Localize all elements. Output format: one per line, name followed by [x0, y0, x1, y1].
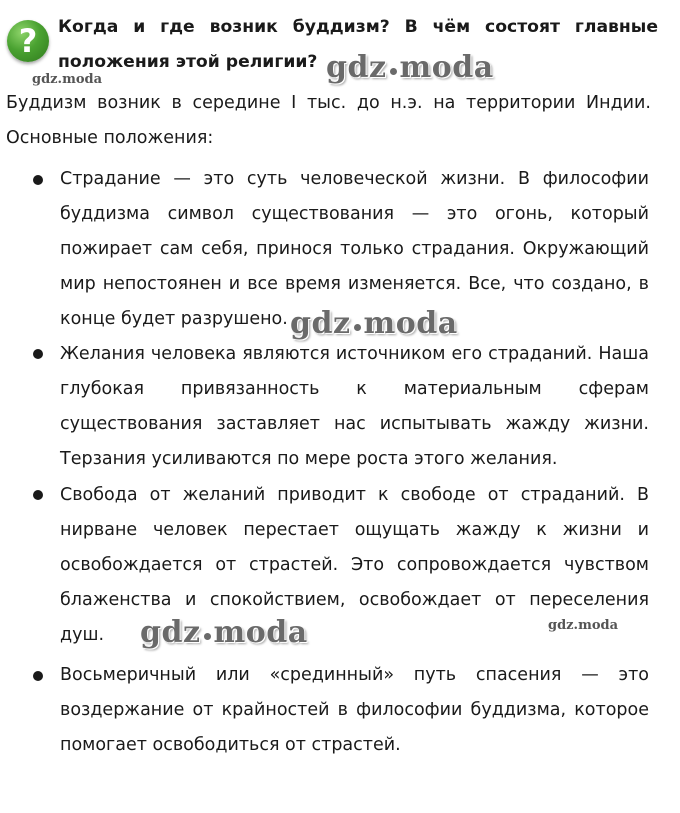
list-item: Свобода от желаний приводит к свободе от страданий. В нирване человек перестает ощущать жажду к жизни и освобождается от страстей. Это сопровождается чувством блаженства и спокойствием, освобождает от переселения душ. — [60, 485, 649, 645]
bullet-icon — [33, 671, 43, 681]
watermark-large: gdz moda — [290, 306, 458, 341]
question-mark-icon: ? — [7, 20, 49, 62]
watermark-large: gdz moda — [326, 50, 494, 85]
bullet-icon — [33, 490, 43, 500]
intro-line-2: Основные положения: — [6, 128, 214, 148]
intro-line-1: Буддизм возник в середине I тыс. до н.э. на территории Индии. — [6, 93, 651, 113]
question-line-2: положения этой религии? — [58, 52, 318, 72]
list-item: Страдание — это суть человеческой жизни. В философии буддизма символ существования — это огонь, который пожирает сам себя, принося только страдания. Окружающий мир непостоянен и все время изменяется. Все, что создано, в конце будет разрушено. — [60, 169, 649, 329]
intro-paragraph — [6, 86, 651, 156]
watermark-small: gdz.moda — [548, 618, 619, 633]
list-item: Желания человека являются источником его страданий. Наша глубокая привязанность к материальным сферам существования заставляет нас испытывать жажду жизни. Терзания усиливаются по мере роста этого желания. — [60, 344, 649, 469]
question-line-1: Когда и где возник буддизм? В чём состоят главные — [58, 17, 658, 37]
watermark-small: gdz.moda — [32, 72, 103, 87]
watermark-large: gdz moda — [140, 615, 308, 650]
bullet-icon — [33, 349, 43, 359]
list-item: Восьмеричный или «срединный» путь спасения — это воздержание от крайностей в философии буддизма, которое помогает освободиться от страстей. — [60, 665, 649, 755]
bullet-icon — [33, 175, 43, 185]
